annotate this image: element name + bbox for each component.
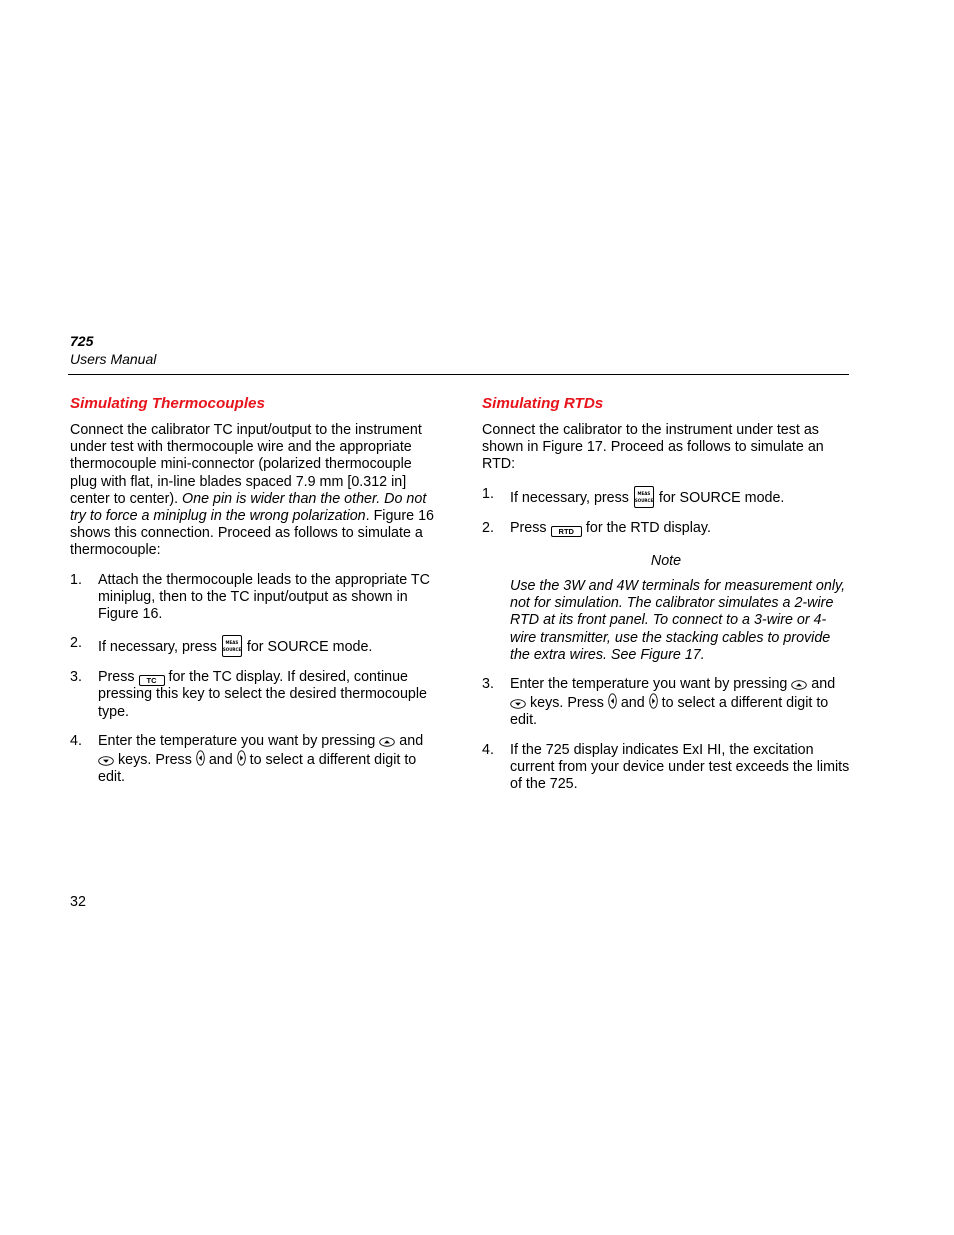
right-arrow-key-icon <box>237 750 246 766</box>
list-item: 1. If necessary, press MEAS SOURCE for SOURCE mode. <box>482 485 785 506</box>
up-arrow-key-icon <box>791 680 807 690</box>
section-heading-thermocouples: Simulating Thermocouples <box>70 395 265 412</box>
meas-source-key-icon: MEAS SOURCE <box>222 635 242 657</box>
model-number: 725 <box>70 333 94 349</box>
list-item: 2. Press RTD for the RTD display. <box>482 519 711 536</box>
rtd-intro: Connect the calibrator to the instrument under test as shown in Figure 17. Proceed as follows to simulate an RTD: <box>482 422 824 473</box>
list-item: 4. If the 725 display indicates ExI HI, the excitation current from your device under test exceeds the limits of the 725. <box>482 741 850 793</box>
header-rule <box>68 374 849 375</box>
right-column <box>482 394 850 805</box>
note-heading: Note <box>650 552 682 569</box>
left-column <box>70 394 438 798</box>
section-heading-rtds: Simulating RTDs <box>482 395 604 412</box>
rtd-key-icon: RTD <box>551 526 582 537</box>
thermocouple-intro: Connect the calibrator TC input/output to the instrument under test with thermocouple wire and the appropriate thermocouple mini-connector (polarized thermocouple plug with flat, in-line blades spaced 7.9 mm [0.312 in] center to center). One pin is wider than the other. Do not try to force a miniplug in the wrong polarization. Figure 16 shows this connection. Proceed as follows to simulate a thermocouple: <box>70 422 434 559</box>
list-item: 1. Attach the thermocouple leads to the appropriate TC miniplug, then to the TC input/output as shown in Figure 16. <box>70 571 430 623</box>
list-item: 3. Press TC for the TC display. If desired, continue pressing this key to select the desired thermocouple type. <box>70 669 428 720</box>
page-number: 32 <box>70 894 86 910</box>
tc-key-icon: TC <box>139 675 165 686</box>
note-body: Use the 3W and 4W terminals for measurement only, not for simulation. The calibrator simulates a 2-wire RTD at its front panel. To connect to a 3-wire or 4-wire transmitter, use the stacking cables to provide the extra wires. See Figure 17. <box>510 578 846 663</box>
left-arrow-key-icon <box>196 750 205 766</box>
down-arrow-key-icon <box>510 699 526 709</box>
manual-title: Users Manual <box>70 351 157 367</box>
left-arrow-key-icon <box>608 693 617 709</box>
list-item: 4. Enter the temperature you want by pressing and keys. Press and to select a different digit to edit. <box>70 732 424 786</box>
right-arrow-key-icon <box>649 693 658 709</box>
down-arrow-key-icon <box>98 756 114 766</box>
meas-source-key-icon: MEAS SOURCE <box>634 486 654 508</box>
list-item: 3. Enter the temperature you want by pressing and keys. Press and to select a different digit to edit. <box>482 676 836 729</box>
list-item: 2. If necessary, press MEAS SOURCE for SOURCE mode. <box>70 635 373 656</box>
up-arrow-key-icon <box>379 737 395 747</box>
